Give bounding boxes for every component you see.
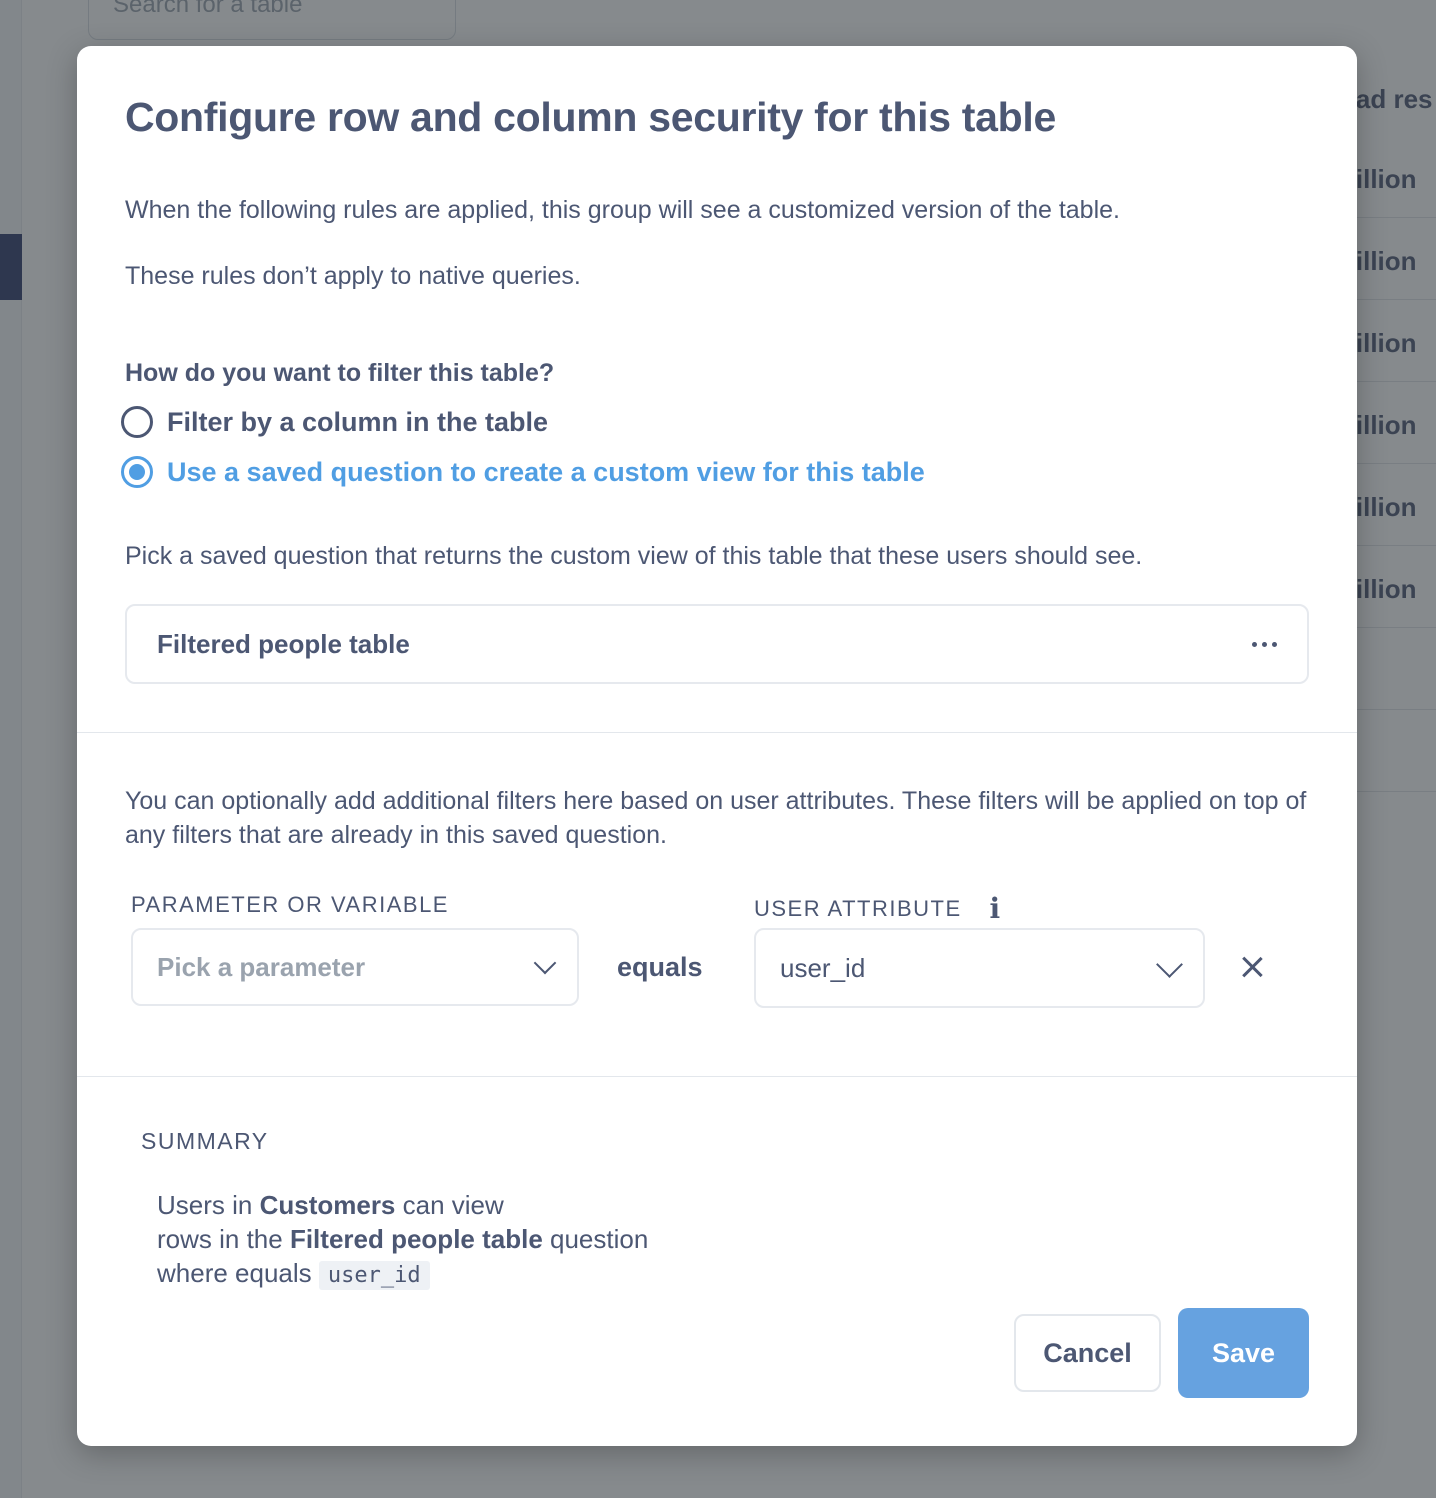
save-button[interactable]: Save: [1178, 1308, 1309, 1398]
user-attribute-select[interactable]: [754, 928, 1205, 1008]
radio-use-saved-question[interactable]: [121, 456, 925, 488]
attribute-label-text: USER ATTRIBUTE: [754, 895, 962, 921]
optional-filters-description: You can optionally add additional filters here based on user attributes. These filters will be applied on top of any filters that are already in this saved question.: [125, 787, 1307, 849]
summary-text: Users in Customers can view rows in the Filtered people table question where equals user_id: [157, 1190, 649, 1288]
equals-label: equals: [617, 952, 703, 982]
saved-question-picker[interactable]: [125, 604, 1309, 684]
summary-heading: SUMMARY: [141, 1128, 269, 1154]
cancel-button[interactable]: Cancel: [1014, 1314, 1161, 1392]
info-icon[interactable]: i: [989, 892, 1002, 925]
sandbox-config-modal: [77, 46, 1357, 1446]
close-icon[interactable]: [1237, 952, 1267, 982]
attribute-column-label: [754, 892, 1006, 925]
radio-filter-by-column[interactable]: [121, 406, 548, 438]
radio-icon[interactable]: [121, 456, 153, 488]
modal-title: Configure row and column security for this table: [125, 94, 1056, 140]
chevron-down-icon: [534, 952, 557, 975]
saved-question-value: Filtered people table: [157, 628, 410, 659]
radio-label: Filter by a column in the table: [167, 406, 549, 437]
filter-question-heading: How do you want to filter this table?: [125, 359, 555, 387]
radio-icon[interactable]: [121, 406, 153, 438]
parameter-select-placeholder: Pick a parameter: [157, 951, 366, 982]
more-icon[interactable]: [1252, 642, 1277, 647]
divider: [77, 732, 1357, 733]
parameter-column-label: PARAMETER OR VARIABLE: [131, 892, 449, 917]
summary-question: Filtered people table: [289, 1224, 543, 1254]
intro-text: When the following rules are applied, this group will see a customized version of the table.: [125, 196, 1120, 224]
native-queries-note: These rules don’t apply to native queries.: [125, 262, 581, 290]
summary-attribute: user_id: [319, 1261, 430, 1290]
user-attribute-value: user_id: [780, 952, 866, 983]
radio-label: Use a saved question to create a custom view for this table: [167, 456, 925, 487]
pick-question-description: Pick a saved question that returns the custom view of this table that these users should see.: [125, 542, 1143, 570]
chevron-down-icon: [1156, 951, 1183, 978]
parameter-select[interactable]: [131, 928, 579, 1006]
divider: [77, 1076, 1357, 1077]
summary-group: Customers: [259, 1190, 396, 1220]
